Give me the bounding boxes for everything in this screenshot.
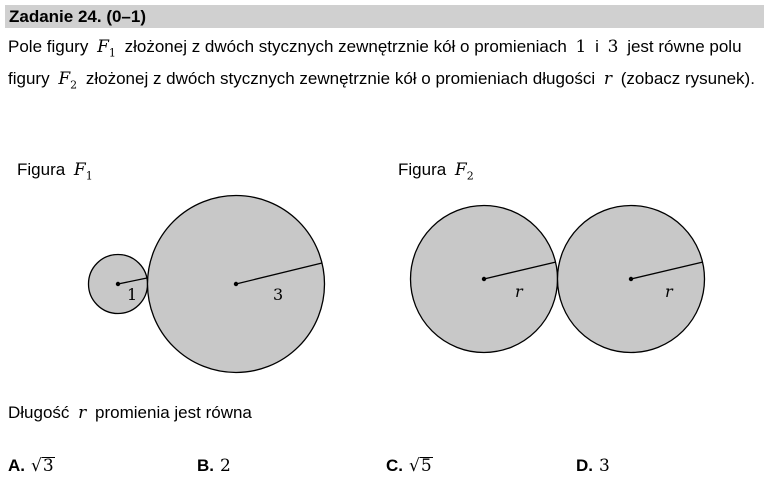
answer-c[interactable]: C. √5 (386, 456, 432, 476)
stem-text-1: Pole figury (8, 37, 89, 56)
left-center-dot (482, 277, 486, 281)
left-radius-label: r (515, 282, 523, 301)
symbol-f1: $F_1$ (97, 37, 116, 60)
question-text: Długość r promienia jest równa (8, 403, 252, 423)
radius-value-1: 1 (575, 37, 587, 57)
answer-d[interactable]: D. 3 (576, 456, 610, 476)
symbol-r: r (603, 68, 613, 89)
answer-a[interactable]: A. √3 (8, 456, 54, 476)
right-center-dot (629, 277, 633, 281)
right-radius-label: r (665, 282, 673, 301)
big-radius-label: 3 (273, 285, 284, 304)
figure-2-label: Figura $F_2$ (398, 160, 474, 183)
task-title: Zadanie 24. (0–1) (9, 7, 147, 26)
big-center-dot (234, 282, 238, 286)
stem-text-2: złożonej z dwóch stycznych zewnętrznie kół o promieniach (124, 37, 567, 56)
radius-value-3: 3 (607, 37, 619, 57)
small-center-dot (116, 282, 120, 286)
stem-text-5: złożonej z dwóch stycznych zewnętrznie kół o promieniach długości (85, 68, 596, 88)
stem-text-6: (zobacz rysunek). (620, 68, 755, 88)
small-radius-label: 1 (127, 285, 138, 304)
stem-text-3: i (595, 37, 599, 56)
figure-1-label: Figura $F_1$ (17, 160, 93, 183)
stem-text-4: jest równe polu figury (8, 37, 742, 88)
figure-2 (411, 206, 705, 353)
symbol-f2: $F_2$ (58, 68, 78, 92)
answer-b[interactable]: B. 2 (197, 456, 231, 476)
figure-1 (89, 196, 325, 373)
